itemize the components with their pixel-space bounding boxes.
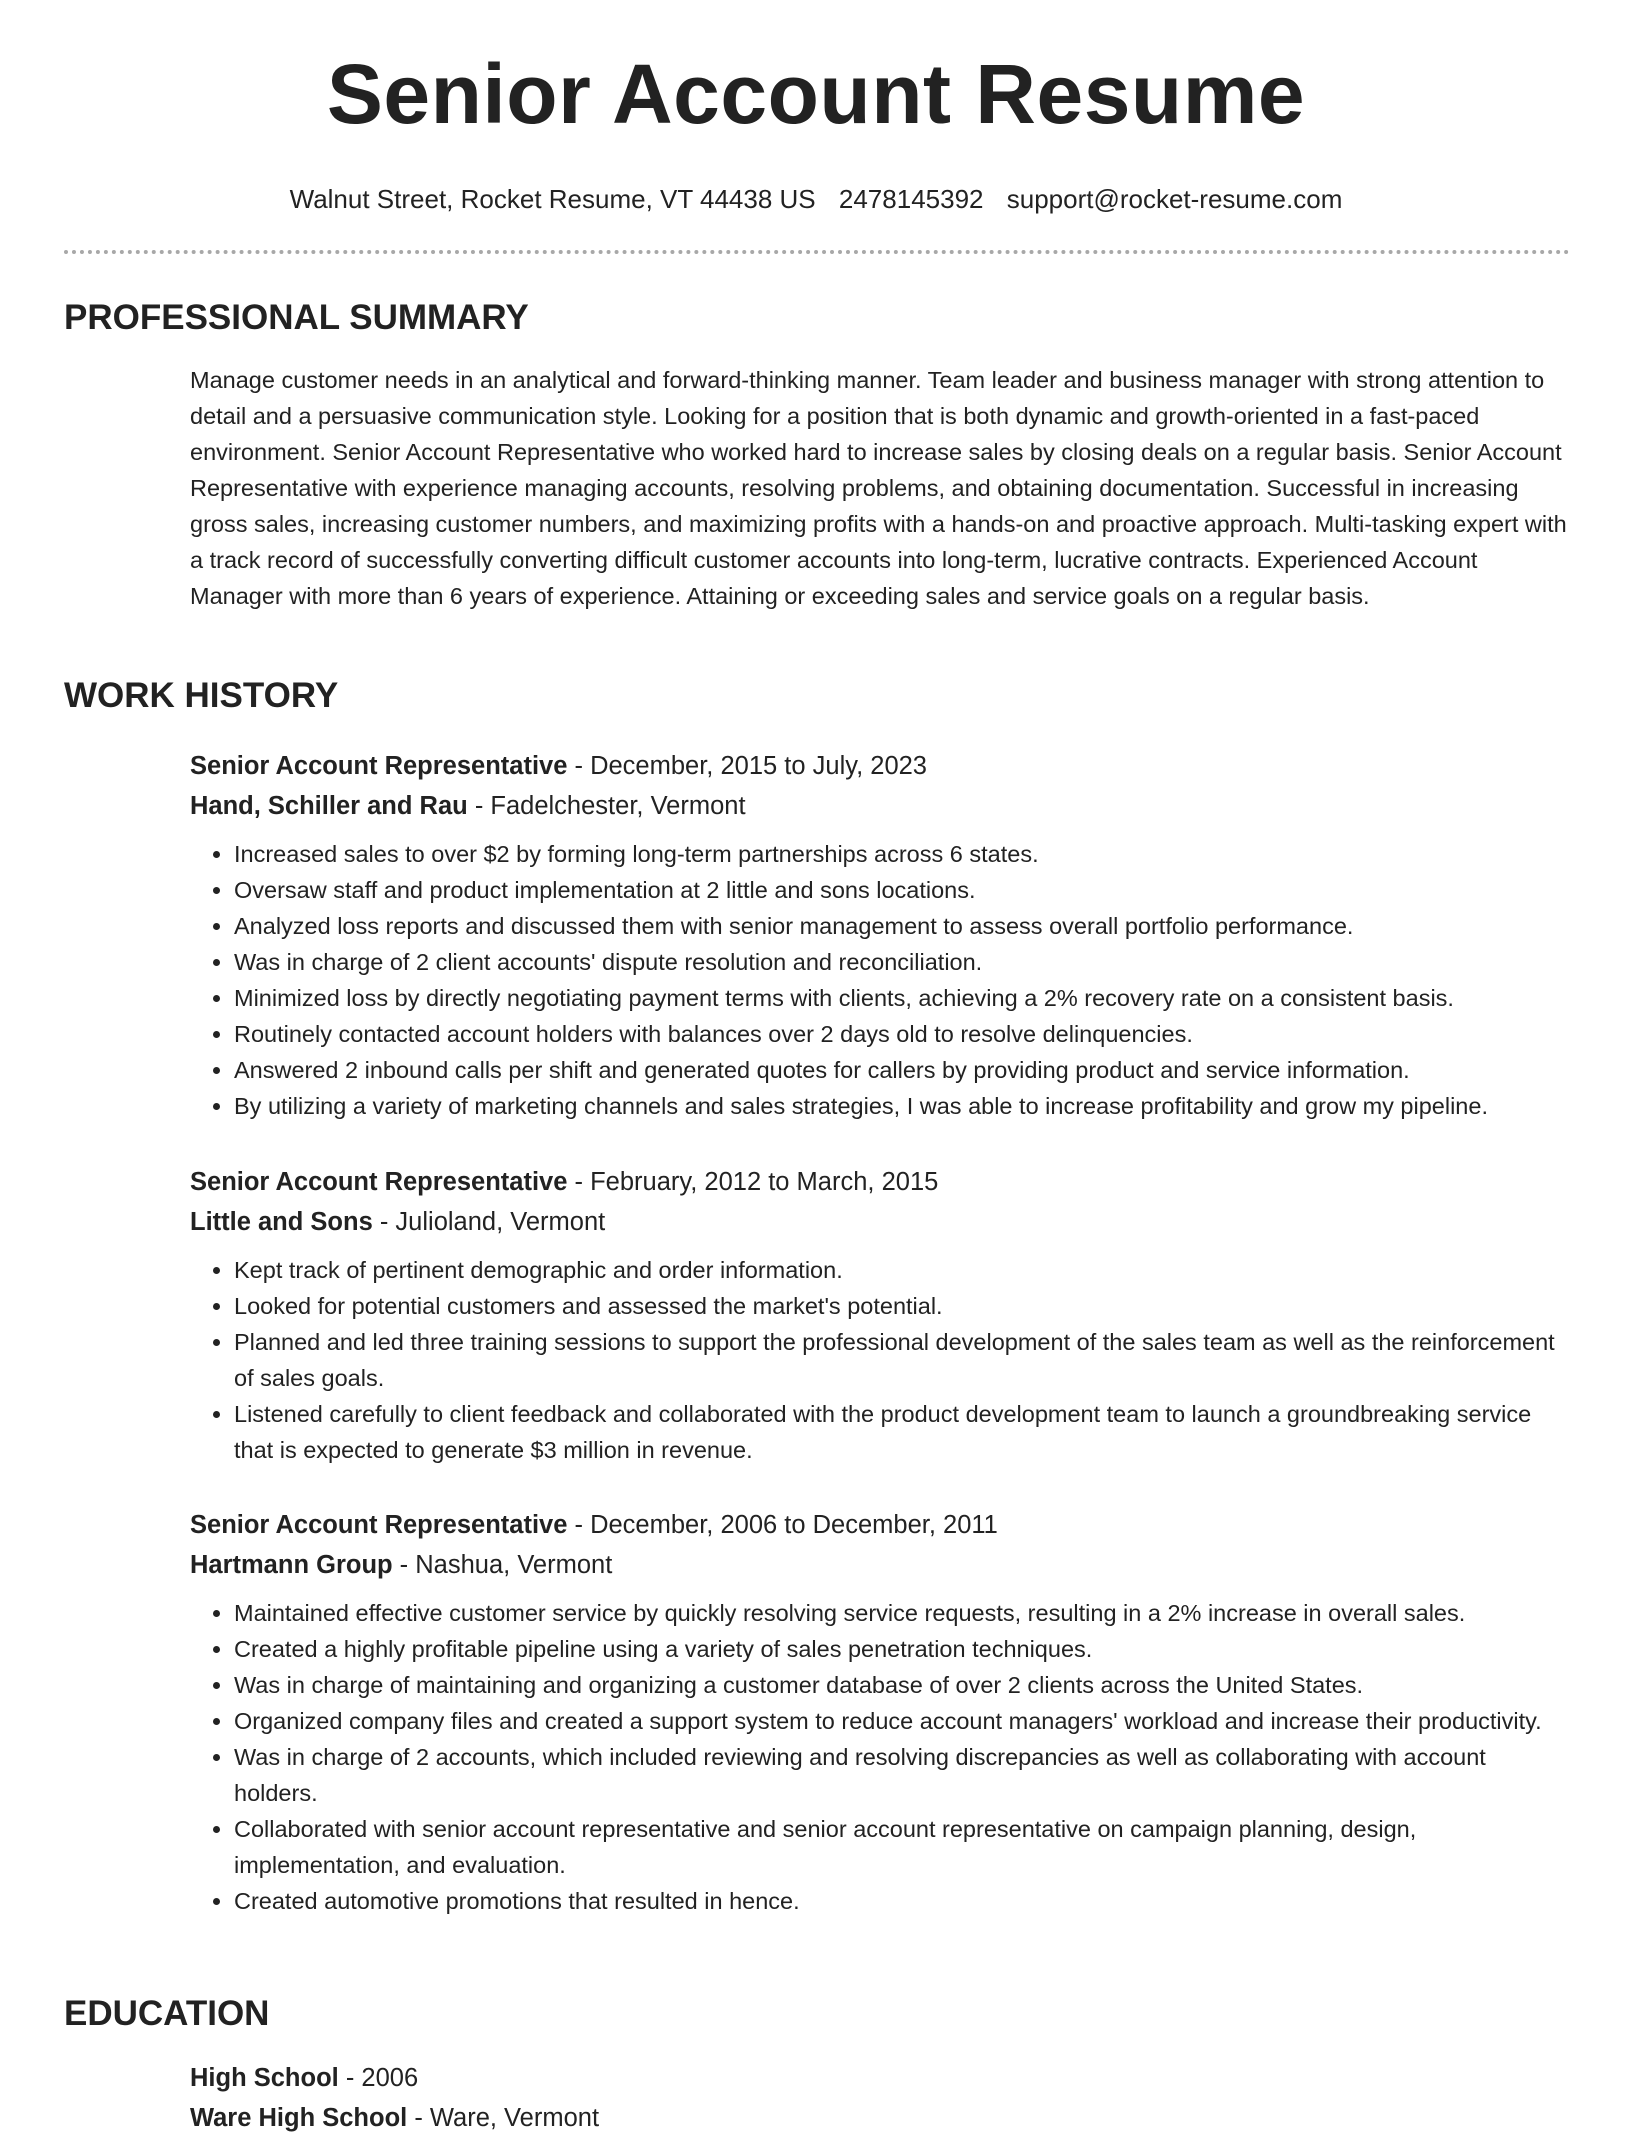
job-bullet: • Was in charge of 2 accounts, which included reviewing and resolving discrepancies as well as collaborating with account holders. [234, 1739, 1570, 1811]
education-year: - 2006 [338, 2064, 419, 2092]
job-bullet: • Kept track of pertinent demographic and order information. [234, 1252, 1570, 1288]
job-bullets [190, 836, 1570, 1124]
education-school-line [190, 2098, 1570, 2138]
job-title: Senior Account Representative [190, 1168, 568, 1196]
job-bullet: • Looked for potential customers and assessed the market's potential. [234, 1288, 1570, 1324]
work-history-heading: WORK HISTORY [64, 676, 339, 715]
job-bullet: • Organized company files and created a support system to reduce account managers' workload and increase their productivity. [234, 1703, 1570, 1739]
job-dates: - December, 2006 to December, 2011 [567, 1511, 998, 1539]
job-bullet: • Increased sales to over $2 by forming long-term partnerships across 6 states. [234, 836, 1570, 872]
job-company: Little and Sons [190, 1208, 373, 1236]
job-company-line [190, 1545, 1570, 1585]
header-divider [64, 250, 1570, 254]
job-location: - Julioland, Vermont [372, 1208, 606, 1236]
education-degree-line [190, 2058, 1570, 2098]
job-bullets [190, 1595, 1570, 1919]
job-dates: - December, 2015 to July, 2023 [567, 752, 927, 780]
job-company-line [190, 786, 1570, 826]
job-title-line [190, 1162, 1570, 1202]
contact-email: support@rocket-resume.com [1006, 184, 1343, 214]
job-bullet: • Created automotive promotions that resulted in hence. [234, 1883, 1570, 1919]
job-entry [190, 1162, 1570, 1468]
job-bullet: • Planned and led three training sessions to support the professional development of the sales team as well as the reinforcement of sales goals. [234, 1324, 1570, 1396]
job-company: Hartmann Group [190, 1551, 393, 1579]
summary-heading: PROFESSIONAL SUMMARY [64, 298, 529, 337]
job-bullets [190, 1252, 1570, 1468]
job-bullet: • Oversaw staff and product implementation at 2 little and sons locations. [234, 872, 1570, 908]
job-bullet: • Was in charge of 2 client accounts' dispute resolution and reconciliation. [234, 944, 1570, 980]
job-bullet: • Analyzed loss reports and discussed them with senior management to assess overall portfolio performance. [234, 908, 1570, 944]
resume-title: Senior Account Resume [326, 47, 1306, 141]
job-bullet: • Maintained effective customer service by quickly resolving service requests, resulting in a 2% increase in overall sales. [234, 1595, 1570, 1631]
job-dates: - February, 2012 to March, 2015 [567, 1168, 939, 1196]
job-bullet: • Listened carefully to client feedback and collaborated with the product development team to launch a groundbreaking service that is expected to generate $3 million in revenue. [234, 1396, 1570, 1468]
job-location: - Nashua, Vermont [392, 1551, 613, 1579]
job-bullet: • Routinely contacted account holders with balances over 2 days old to resolve delinquencies. [234, 1016, 1570, 1052]
job-entry [190, 1505, 1570, 1919]
job-title-line [190, 1505, 1570, 1545]
job-bullet: • Was in charge of maintaining and organizing a customer database of over 2 clients across the United States. [234, 1667, 1570, 1703]
job-title: Senior Account Representative [190, 1511, 568, 1539]
job-title-line [190, 746, 1570, 786]
job-bullet: • Created a highly profitable pipeline using a variety of sales penetration techniques. [234, 1631, 1570, 1667]
job-entry [190, 746, 1570, 1124]
education-entry [190, 2058, 1570, 2138]
job-company-line [190, 1202, 1570, 1242]
job-title: Senior Account Representative [190, 752, 568, 780]
job-company: Hand, Schiller and Rau [190, 792, 468, 820]
job-bullet: • By utilizing a variety of marketing channels and sales strategies, I was able to increase profitability and grow my pipeline. [234, 1088, 1570, 1124]
summary-text: Manage customer needs in an analytical and forward-thinking manner. Team leader and business manager with strong attention to detail and a persuasive communication style. Looking for a position that is both dynamic and growth-oriented in a fast-paced environment. Senior Account Representative who worked hard to increase sales by closing deals on a regular basis. Senior Account Representative with experience managing accounts, resolving problems, and obtaining documentation. Successful in increasing gross sales, increasing customer numbers, and maximizing profits with a hands-on and proactive approach. Multi-tasking expert with a track record of successfully converting difficult customer accounts into long-term, lucrative contracts. Experienced Account Manager with more than 6 years of experience. Attaining or exceeding sales and service goals on a regular basis. [190, 367, 1567, 609]
job-location: - Fadelchester, Vermont [467, 792, 746, 820]
education-location: - Ware, Vermont [407, 2104, 600, 2132]
contact-info [0, 184, 1632, 214]
job-bullet: • Answered 2 inbound calls per shift and generated quotes for callers by providing product and service information. [234, 1052, 1570, 1088]
contact-phone: 2478145392 [838, 184, 984, 214]
education-degree: High School [190, 2064, 339, 2092]
education-school: Ware High School [190, 2104, 408, 2132]
job-bullet: • Collaborated with senior account representative and senior account representative on campaign planning, design, implementation, and evaluation. [234, 1811, 1570, 1883]
contact-address: Walnut Street, Rocket Resume, VT 44438 US [289, 184, 816, 214]
education-heading: EDUCATION [64, 1994, 270, 2033]
job-bullet: • Minimized loss by directly negotiating payment terms with clients, achieving a 2% recovery rate on a consistent basis. [234, 980, 1570, 1016]
